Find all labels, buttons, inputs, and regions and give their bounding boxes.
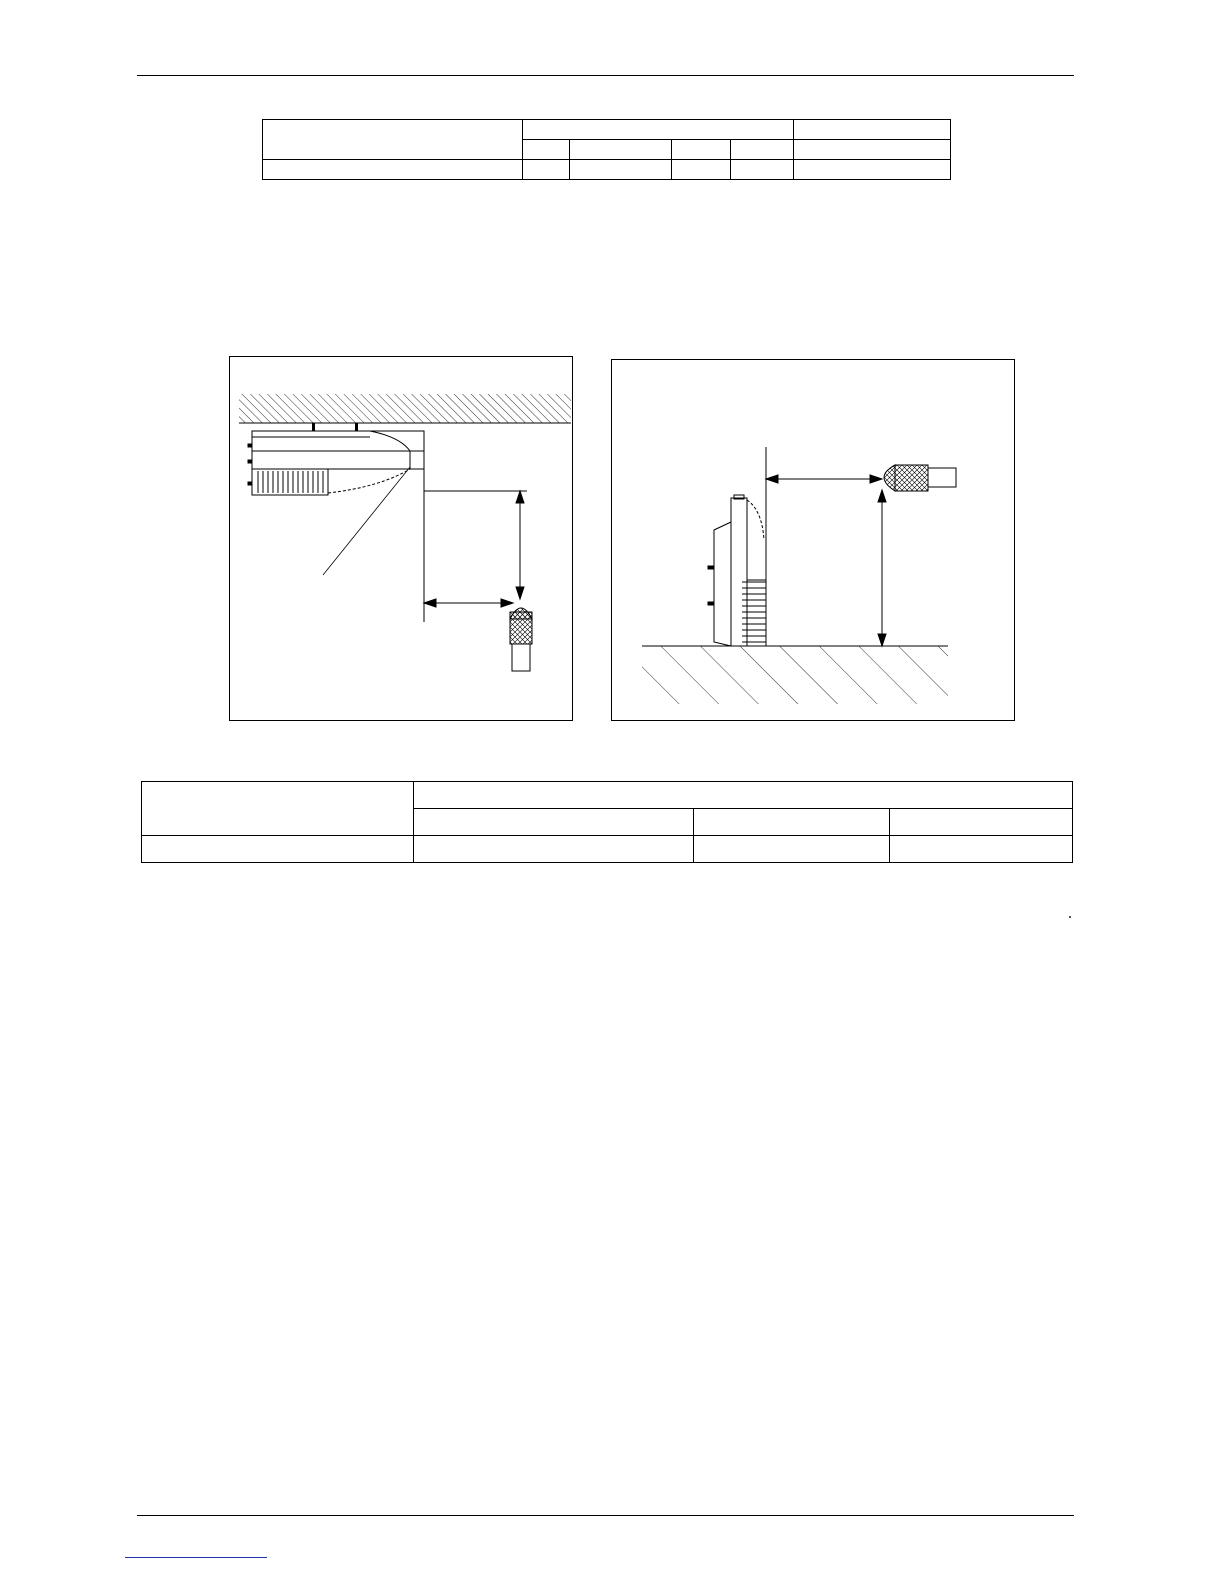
table-bottom-header-group — [414, 782, 1073, 809]
indoor-unit-icon — [708, 495, 766, 646]
figure-floor-installation — [611, 359, 1015, 721]
table-cell — [731, 160, 794, 180]
table-cell — [523, 160, 570, 180]
table-top-header-group-2 — [794, 120, 951, 140]
figure-ceiling-installation — [229, 356, 573, 721]
occupant-head-icon — [884, 465, 956, 491]
occupant-head-icon — [510, 608, 532, 671]
dimension-arrow-icon — [766, 475, 886, 646]
table-top-subheader-1 — [523, 140, 570, 160]
indoor-unit-icon — [248, 431, 424, 495]
table-top-header-label — [263, 120, 523, 160]
table-row — [142, 836, 1073, 863]
table-top-subheader-4 — [731, 140, 794, 160]
speck-mark — [1069, 916, 1071, 918]
table-bottom-subheader-3 — [890, 809, 1073, 836]
footer-link-underline[interactable] — [125, 1557, 267, 1558]
table-top-subheader-2 — [570, 140, 672, 160]
header-rule — [137, 75, 1074, 76]
table-top-subheader-5 — [794, 140, 951, 160]
table-cell — [263, 160, 523, 180]
footer-rule — [137, 1515, 1074, 1516]
table-cell — [694, 836, 890, 863]
floor-installation-drawing — [612, 360, 1014, 720]
floor-hatch-icon — [642, 646, 948, 704]
table-cell — [794, 160, 951, 180]
spec-table-top — [262, 119, 951, 180]
ceiling-hatch-icon — [239, 394, 571, 423]
table-cell — [142, 836, 414, 863]
table-cell — [890, 836, 1073, 863]
table-bottom-subheader-2 — [694, 809, 890, 836]
table-cell — [570, 160, 672, 180]
table-top-subheader-3 — [672, 140, 731, 160]
table-bottom-subheader-1 — [414, 809, 694, 836]
table-top-header-group-1 — [523, 120, 794, 140]
dimension-arrow-icon — [424, 491, 524, 607]
table-cell — [672, 160, 731, 180]
table-bottom-header-label — [142, 782, 414, 836]
ceiling-installation-drawing — [230, 357, 572, 720]
table-cell — [414, 836, 694, 863]
spec-table-bottom — [141, 781, 1073, 863]
table-row — [263, 160, 951, 180]
